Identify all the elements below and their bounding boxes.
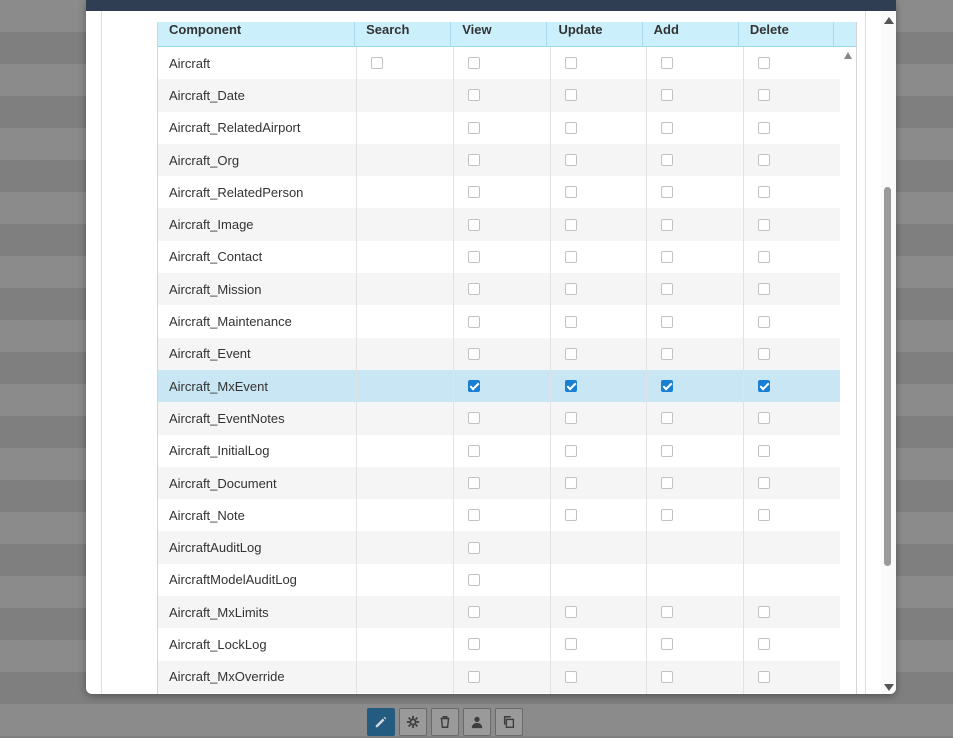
view-cell xyxy=(454,596,551,628)
component-name: Aircraft_Mission xyxy=(158,273,357,305)
update-cell xyxy=(551,467,647,499)
search-cell xyxy=(357,596,454,628)
component-name: Aircraft_Date xyxy=(158,79,357,111)
delete-cell xyxy=(744,661,840,693)
table-row[interactable] xyxy=(158,338,840,370)
component-name: Aircraft_MxLimits xyxy=(158,596,357,628)
user-button[interactable] xyxy=(463,708,491,736)
component-name: Aircraft_Maintenance xyxy=(158,305,357,337)
table-row[interactable] xyxy=(158,628,840,660)
update-cell xyxy=(551,435,647,467)
delete-button[interactable] xyxy=(431,708,459,736)
delete-cell xyxy=(744,273,840,305)
table-row[interactable] xyxy=(158,79,840,111)
view-cell xyxy=(454,241,551,273)
search-cell xyxy=(357,305,454,337)
delete-cell xyxy=(744,435,840,467)
add-cell xyxy=(647,144,744,176)
update-checkbox[interactable] xyxy=(565,219,577,231)
add-checkbox[interactable] xyxy=(661,348,673,360)
update-checkbox[interactable] xyxy=(565,445,577,457)
component-name: Aircraft_Note xyxy=(158,499,357,531)
update-cell xyxy=(551,596,647,628)
delete-checkbox[interactable] xyxy=(758,219,770,231)
search-cell xyxy=(357,402,454,434)
update-checkbox[interactable] xyxy=(565,316,577,328)
delete-checkbox[interactable] xyxy=(758,57,770,69)
update-cell xyxy=(551,47,647,79)
component-name: Aircraft_Contact xyxy=(158,241,357,273)
view-checkbox[interactable] xyxy=(468,186,480,198)
delete-checkbox[interactable] xyxy=(758,251,770,263)
update-checkbox[interactable] xyxy=(565,412,577,424)
add-checkbox[interactable] xyxy=(661,477,673,489)
modal-scrollbar[interactable] xyxy=(881,11,896,694)
search-cell xyxy=(357,628,454,660)
add-cell xyxy=(647,499,744,531)
scroll-up-arrow-icon[interactable] xyxy=(884,17,894,24)
component-name: Aircraft_RelatedPerson xyxy=(158,176,357,208)
delete-cell xyxy=(744,402,840,434)
delete-checkbox[interactable] xyxy=(758,445,770,457)
update-cell xyxy=(551,273,647,305)
add-checkbox[interactable] xyxy=(661,638,673,650)
add-checkbox[interactable] xyxy=(661,219,673,231)
delete-checkbox[interactable] xyxy=(758,186,770,198)
update-checkbox[interactable] xyxy=(565,154,577,166)
column-header-spacer xyxy=(834,22,856,46)
update-checkbox[interactable] xyxy=(565,251,577,263)
update-checkbox[interactable] xyxy=(565,671,577,683)
delete-checkbox[interactable] xyxy=(758,380,770,392)
delete-cell xyxy=(744,208,840,240)
table-row[interactable] xyxy=(158,176,840,208)
update-checkbox[interactable] xyxy=(565,477,577,489)
delete-checkbox[interactable] xyxy=(758,477,770,489)
update-cell xyxy=(551,305,647,337)
view-checkbox[interactable] xyxy=(468,412,480,424)
table-row[interactable] xyxy=(158,273,840,305)
component-name: Aircraft_Event xyxy=(158,338,357,370)
view-cell xyxy=(454,499,551,531)
table-row[interactable] xyxy=(158,305,840,337)
view-checkbox[interactable] xyxy=(468,251,480,263)
user-icon xyxy=(470,715,484,729)
delete-cell xyxy=(744,531,840,563)
column-header-component[interactable]: Component xyxy=(158,22,355,46)
search-cell xyxy=(357,176,454,208)
view-cell xyxy=(454,305,551,337)
add-cell xyxy=(647,564,744,596)
update-cell xyxy=(551,661,647,693)
update-checkbox[interactable] xyxy=(565,509,577,521)
delete-cell xyxy=(744,467,840,499)
view-cell xyxy=(454,661,551,693)
view-cell xyxy=(454,176,551,208)
scroll-up-arrow-icon[interactable] xyxy=(844,52,852,59)
update-cell xyxy=(551,564,647,596)
update-cell xyxy=(551,208,647,240)
delete-checkbox[interactable] xyxy=(758,316,770,328)
component-name xyxy=(158,693,357,694)
view-cell xyxy=(454,79,551,111)
add-checkbox[interactable] xyxy=(661,445,673,457)
view-cell xyxy=(454,370,551,402)
column-header-view[interactable]: View xyxy=(451,22,547,46)
update-cell xyxy=(551,402,647,434)
delete-cell xyxy=(744,370,840,402)
add-checkbox[interactable] xyxy=(661,283,673,295)
view-cell xyxy=(454,47,551,79)
settings-button[interactable] xyxy=(399,708,427,736)
update-checkbox[interactable] xyxy=(565,57,577,69)
view-checkbox[interactable] xyxy=(468,638,480,650)
update-cell xyxy=(551,338,647,370)
update-checkbox[interactable] xyxy=(565,122,577,134)
permissions-modal xyxy=(86,0,896,694)
pencil-icon xyxy=(374,715,388,729)
delete-checkbox[interactable] xyxy=(758,606,770,618)
component-name: Aircraft_LockLog xyxy=(158,628,357,660)
table-row[interactable] xyxy=(158,467,840,499)
add-cell xyxy=(647,79,744,111)
view-checkbox[interactable] xyxy=(468,574,480,586)
grid-rows xyxy=(158,47,840,694)
search-cell xyxy=(357,47,454,79)
column-header-delete[interactable]: Delete xyxy=(739,22,834,46)
add-cell xyxy=(647,208,744,240)
search-cell xyxy=(357,112,454,144)
table-row[interactable] xyxy=(158,564,840,596)
table-row[interactable] xyxy=(158,112,840,144)
delete-checkbox[interactable] xyxy=(758,122,770,134)
search-cell xyxy=(357,273,454,305)
table-row[interactable] xyxy=(158,144,840,176)
add-checkbox[interactable] xyxy=(661,251,673,263)
delete-cell xyxy=(744,628,840,660)
table-row[interactable] xyxy=(158,241,840,273)
delete-cell xyxy=(744,338,840,370)
view-cell xyxy=(454,628,551,660)
trash-icon xyxy=(438,715,452,729)
column-header-add[interactable]: Add xyxy=(643,22,739,46)
table-row[interactable] xyxy=(158,596,840,628)
add-cell xyxy=(647,596,744,628)
update-cell xyxy=(551,693,647,694)
add-cell xyxy=(647,531,744,563)
delete-checkbox[interactable] xyxy=(758,154,770,166)
update-cell xyxy=(551,144,647,176)
update-cell xyxy=(551,176,647,208)
view-cell xyxy=(454,144,551,176)
view-checkbox[interactable] xyxy=(468,154,480,166)
table-row[interactable] xyxy=(158,370,840,402)
column-header-update[interactable]: Update xyxy=(547,22,642,46)
view-checkbox[interactable] xyxy=(468,509,480,521)
table-row[interactable] xyxy=(158,208,840,240)
scroll-down-arrow-icon[interactable] xyxy=(884,684,894,691)
view-checkbox[interactable] xyxy=(468,671,480,683)
modal-title-bar xyxy=(86,0,896,11)
add-cell xyxy=(647,693,744,694)
delete-cell xyxy=(744,176,840,208)
delete-checkbox[interactable] xyxy=(758,412,770,424)
delete-checkbox[interactable] xyxy=(758,509,770,521)
delete-checkbox[interactable] xyxy=(758,638,770,650)
grid-header xyxy=(158,22,856,47)
update-checkbox[interactable] xyxy=(565,348,577,360)
delete-cell xyxy=(744,112,840,144)
add-checkbox[interactable] xyxy=(661,380,673,392)
add-cell xyxy=(647,47,744,79)
add-cell xyxy=(647,241,744,273)
modal-body xyxy=(101,11,866,694)
view-checkbox[interactable] xyxy=(468,89,480,101)
update-checkbox[interactable] xyxy=(565,638,577,650)
view-cell xyxy=(454,564,551,596)
add-cell xyxy=(647,661,744,693)
column-header-search[interactable]: Search xyxy=(355,22,451,46)
delete-cell xyxy=(744,241,840,273)
add-checkbox[interactable] xyxy=(661,671,673,683)
table-row[interactable] xyxy=(158,693,840,694)
search-cell xyxy=(357,467,454,499)
update-checkbox[interactable] xyxy=(565,380,577,392)
component-name: AircraftAuditLog xyxy=(158,531,357,563)
delete-checkbox[interactable] xyxy=(758,671,770,683)
add-cell xyxy=(647,305,744,337)
search-cell xyxy=(357,144,454,176)
update-cell xyxy=(551,112,647,144)
component-name: Aircraft_Image xyxy=(158,208,357,240)
update-cell xyxy=(551,79,647,111)
update-checkbox[interactable] xyxy=(565,606,577,618)
scrollbar-thumb[interactable] xyxy=(884,187,891,566)
view-cell xyxy=(454,338,551,370)
add-cell xyxy=(647,435,744,467)
copy-button[interactable] xyxy=(495,708,523,736)
search-cell xyxy=(357,499,454,531)
search-cell xyxy=(357,564,454,596)
view-cell xyxy=(454,435,551,467)
view-checkbox[interactable] xyxy=(468,477,480,489)
component-name: Aircraft_InitialLog xyxy=(158,435,357,467)
add-cell xyxy=(647,338,744,370)
add-checkbox[interactable] xyxy=(661,509,673,521)
view-cell xyxy=(454,208,551,240)
update-cell xyxy=(551,370,647,402)
component-name: Aircraft xyxy=(158,47,357,79)
search-cell xyxy=(357,661,454,693)
view-checkbox[interactable] xyxy=(468,542,480,554)
component-name: AircraftModelAuditLog xyxy=(158,564,357,596)
view-cell xyxy=(454,467,551,499)
component-name: Aircraft_RelatedAirport xyxy=(158,112,357,144)
view-checkbox[interactable] xyxy=(468,122,480,134)
add-cell xyxy=(647,467,744,499)
delete-cell xyxy=(744,79,840,111)
search-checkbox[interactable] xyxy=(371,57,383,69)
table-row[interactable] xyxy=(158,402,840,434)
view-checkbox[interactable] xyxy=(468,380,480,392)
view-cell xyxy=(454,531,551,563)
permissions-grid xyxy=(157,22,857,694)
update-cell xyxy=(551,499,647,531)
component-name: Aircraft_Document xyxy=(158,467,357,499)
search-cell xyxy=(357,693,454,694)
add-checkbox[interactable] xyxy=(661,89,673,101)
view-checkbox[interactable] xyxy=(468,348,480,360)
view-checkbox[interactable] xyxy=(468,219,480,231)
delete-cell xyxy=(744,564,840,596)
background-toolbar xyxy=(357,706,532,738)
copy-icon xyxy=(502,715,516,729)
delete-cell xyxy=(744,305,840,337)
component-name: Aircraft_MxOverride xyxy=(158,661,357,693)
view-checkbox[interactable] xyxy=(468,316,480,328)
add-checkbox[interactable] xyxy=(661,122,673,134)
view-checkbox[interactable] xyxy=(468,606,480,618)
component-name: Aircraft_EventNotes xyxy=(158,402,357,434)
search-cell xyxy=(357,370,454,402)
add-cell xyxy=(647,370,744,402)
add-cell xyxy=(647,273,744,305)
add-cell xyxy=(647,402,744,434)
view-cell xyxy=(454,693,551,694)
search-cell xyxy=(357,435,454,467)
add-cell xyxy=(647,112,744,144)
table-row[interactable] xyxy=(158,47,840,79)
table-row[interactable] xyxy=(158,499,840,531)
view-checkbox[interactable] xyxy=(468,445,480,457)
update-cell xyxy=(551,531,647,563)
view-cell xyxy=(454,273,551,305)
update-cell xyxy=(551,241,647,273)
add-checkbox[interactable] xyxy=(661,412,673,424)
view-cell xyxy=(454,112,551,144)
add-checkbox[interactable] xyxy=(661,316,673,328)
component-name: Aircraft_Org xyxy=(158,144,357,176)
component-name: Aircraft_MxEvent xyxy=(158,370,357,402)
delete-checkbox[interactable] xyxy=(758,89,770,101)
table-row[interactable] xyxy=(158,531,840,563)
search-cell xyxy=(357,79,454,111)
view-checkbox[interactable] xyxy=(468,57,480,69)
update-checkbox[interactable] xyxy=(565,283,577,295)
search-cell xyxy=(357,338,454,370)
delete-cell xyxy=(744,499,840,531)
add-checkbox[interactable] xyxy=(661,57,673,69)
update-cell xyxy=(551,628,647,660)
update-checkbox[interactable] xyxy=(565,186,577,198)
table-row[interactable] xyxy=(158,435,840,467)
add-checkbox[interactable] xyxy=(661,186,673,198)
delete-cell xyxy=(744,596,840,628)
edit-button[interactable] xyxy=(367,708,395,736)
view-checkbox[interactable] xyxy=(468,283,480,295)
grid-scrollbar[interactable] xyxy=(840,47,856,694)
gear-icon xyxy=(406,715,420,729)
table-row[interactable] xyxy=(158,661,840,693)
delete-checkbox[interactable] xyxy=(758,283,770,295)
view-cell xyxy=(454,402,551,434)
search-cell xyxy=(357,531,454,563)
delete-cell xyxy=(744,144,840,176)
search-cell xyxy=(357,208,454,240)
delete-cell xyxy=(744,47,840,79)
update-checkbox[interactable] xyxy=(565,89,577,101)
delete-checkbox[interactable] xyxy=(758,348,770,360)
delete-cell xyxy=(744,693,840,694)
add-cell xyxy=(647,176,744,208)
search-cell xyxy=(357,241,454,273)
add-checkbox[interactable] xyxy=(661,606,673,618)
add-cell xyxy=(647,628,744,660)
add-checkbox[interactable] xyxy=(661,154,673,166)
